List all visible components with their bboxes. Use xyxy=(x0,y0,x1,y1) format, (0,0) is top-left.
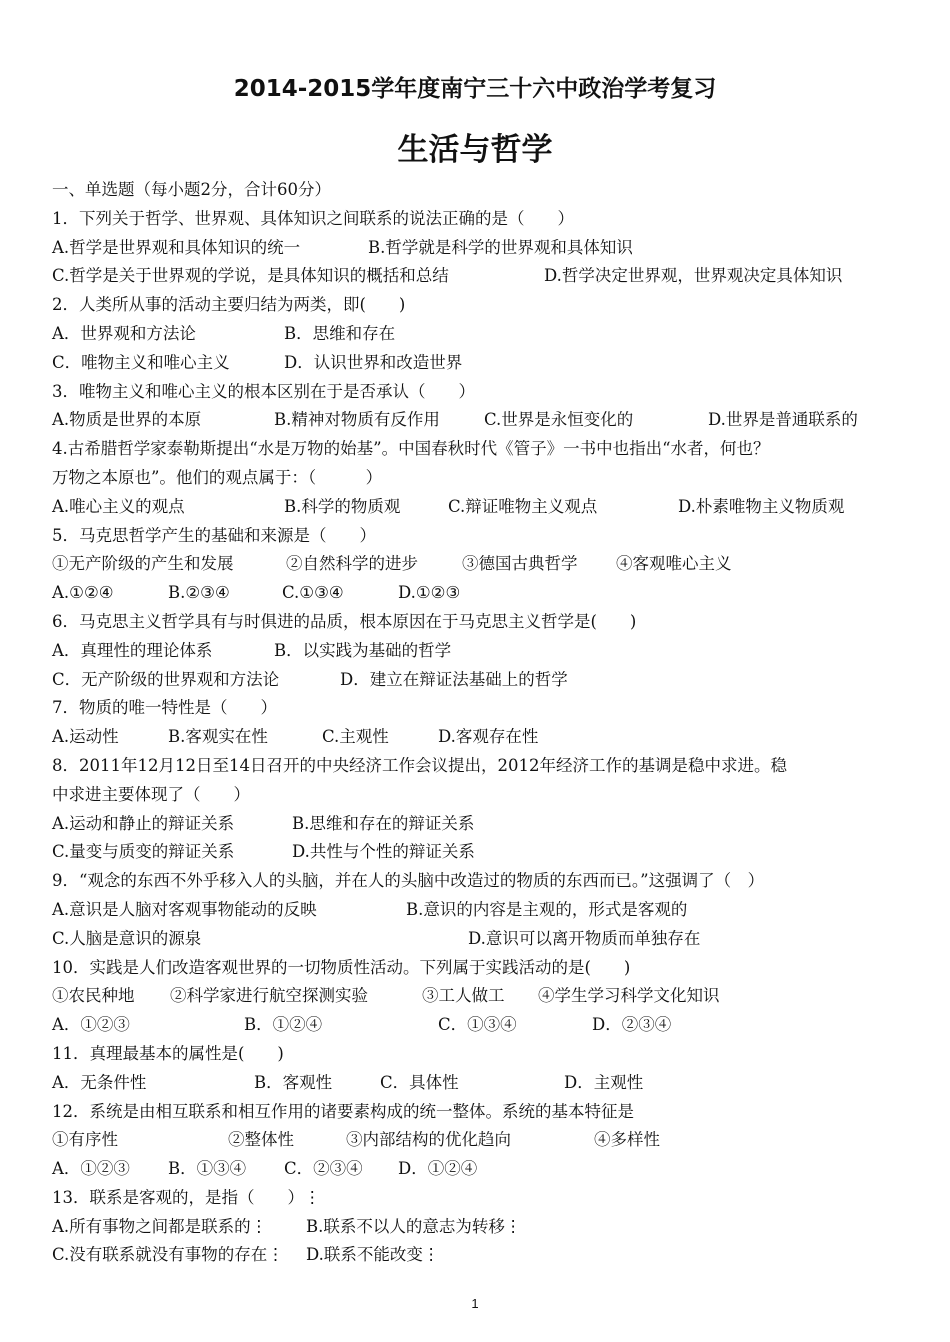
option-row xyxy=(52,896,912,925)
option-d: D.共性与个性的辩证关系 xyxy=(292,842,475,862)
option-b: B.意识的内容是主观的，形式是客观的 xyxy=(406,899,688,919)
question-stem: 6．马克思主义哲学具有与时俱进的品质，根本原因在于马克思主义哲学是( ) xyxy=(52,611,637,631)
option-row xyxy=(52,320,912,349)
item-row xyxy=(52,550,912,579)
option-row xyxy=(52,1069,912,1098)
option-row xyxy=(52,838,912,867)
option-b: B．①③④ xyxy=(168,1159,247,1179)
option-d: D.哲学决定世界观，世界观决定具体知识 xyxy=(544,266,843,286)
question-stem: 7．物质的唯一特性是（ ） xyxy=(52,698,277,718)
item-3: ③内部结构的优化趋向 xyxy=(346,1130,511,1150)
item-2: ②自然科学的进步 xyxy=(286,554,418,574)
option-c: C.主观性 xyxy=(322,727,389,747)
question-stem: 11．真理最基本的属性是( ) xyxy=(52,1043,284,1063)
option-b: B．以实践为基础的哲学 xyxy=(274,640,452,660)
section-heading: 一、单选题（每小题2分，合计60分） xyxy=(52,180,331,199)
question-stem: 9．“观念的东西不外乎移入人的头脑，并在人的头脑中改造过的物质的东西而已。”这强调了（ ） xyxy=(52,871,765,891)
item-4: ④客观唯心主义 xyxy=(616,554,732,574)
item-4: ④学生学习科学文化知识 xyxy=(538,986,720,1006)
question-stem: 1．下列关于哲学、世界观、具体知识之间联系的说法正确的是（ ） xyxy=(52,208,574,228)
option-d: D.朴素唯物主义物质观 xyxy=(678,496,845,516)
option-c: C.①③④ xyxy=(282,583,344,603)
item-4: ④多样性 xyxy=(594,1130,660,1150)
item-3: ③工人做工 xyxy=(422,986,505,1006)
option-c: C．①③④ xyxy=(438,1015,517,1035)
option-row xyxy=(52,349,912,378)
option-b: B.思维和存在的辩证关系 xyxy=(292,813,475,833)
option-a: A.①②④ xyxy=(52,583,114,603)
option-a: A.意识是人脑对客观事物能动的反映 xyxy=(52,899,317,919)
question-stem: 12．系统是由相互联系和相互作用的诸要素构成的统一整体。系统的基本特征是 xyxy=(52,1101,634,1121)
option-a: A．①②③ xyxy=(52,1015,130,1035)
option-b: B．思维和存在 xyxy=(284,323,396,343)
option-a: A．①②③ xyxy=(52,1159,130,1179)
option-d: D.客观存在性 xyxy=(438,727,539,747)
option-b: B．客观性 xyxy=(254,1072,333,1092)
question-stem: 10．实践是人们改造客观世界的一切物质性活动。下列属于实践活动的是( ) xyxy=(52,957,631,977)
option-row xyxy=(52,666,912,695)
option-b: B.精神对物质有反作用 xyxy=(274,410,440,430)
item-row xyxy=(52,1126,912,1155)
option-row xyxy=(52,1213,912,1242)
option-row xyxy=(52,1155,912,1184)
option-d: D.①②③ xyxy=(398,583,461,603)
document-title: 2014-2015学年度南宁三十六中政治学考复习 xyxy=(233,76,717,102)
item-1: ①农民种地 xyxy=(52,986,135,1006)
question-stem: 3．唯物主义和唯心主义的根本区别在于是否承认（ ） xyxy=(52,381,475,401)
option-a: A.所有事物之间都是联系的⋮ xyxy=(52,1216,268,1236)
option-d: D．①②④ xyxy=(398,1159,478,1179)
option-d: D.世界是普通联系的 xyxy=(708,410,858,430)
option-a: A．世界观和方法论 xyxy=(52,323,196,343)
option-c: C.人脑是意识的源泉 xyxy=(52,928,202,948)
option-row xyxy=(52,493,912,522)
option-row xyxy=(52,406,912,435)
option-b: B.科学的物质观 xyxy=(284,496,401,516)
option-a: A．无条件性 xyxy=(52,1072,147,1092)
item-2: ②整体性 xyxy=(228,1130,294,1150)
option-c: C.辩证唯物主义观点 xyxy=(448,496,598,516)
option-row xyxy=(52,723,912,752)
option-a: A.物质是世界的本原 xyxy=(52,410,202,430)
question-stem: 2．人类所从事的活动主要归结为两类，即( ) xyxy=(52,295,406,315)
option-a: A.运动和静止的辩证关系 xyxy=(52,813,235,833)
item-1: ①有序性 xyxy=(52,1130,118,1150)
option-d: D．②③④ xyxy=(592,1015,672,1035)
option-c: C.没有联系就没有事物的存在⋮ xyxy=(52,1245,284,1265)
option-row xyxy=(52,579,912,608)
option-d: D．认识世界和改造世界 xyxy=(284,352,463,372)
option-c: C.世界是永恒变化的 xyxy=(484,410,634,430)
option-b: B．①②④ xyxy=(244,1015,323,1035)
option-d: D．建立在辩证法基础上的哲学 xyxy=(340,669,568,689)
option-c: C．无产阶级的世界观和方法论 xyxy=(52,669,280,689)
option-row xyxy=(52,1241,912,1270)
option-a: A．真理性的理论体系 xyxy=(52,640,213,660)
option-b: B.客观实在性 xyxy=(168,727,268,747)
option-c: C．具体性 xyxy=(380,1072,459,1092)
option-row xyxy=(52,262,912,291)
option-b: B.哲学就是科学的世界观和具体知识 xyxy=(368,237,633,257)
option-row xyxy=(52,234,912,263)
question-list xyxy=(52,176,912,1270)
option-row xyxy=(52,1011,912,1040)
item-3: ③德国古典哲学 xyxy=(462,554,578,574)
question-stem-cont: 中求进主要体现了（ ） xyxy=(52,784,250,804)
question-stem-cont: 万物之本原也”。他们的观点属于：（ ） xyxy=(52,467,383,487)
question-stem: 8．2011年12月12日至14日召开的中央经济工作会议提出，2012年经济工作的基调是稳中求进。稳 xyxy=(52,755,787,775)
page-number: 1 xyxy=(471,1296,479,1311)
option-row xyxy=(52,925,912,954)
document-subtitle: 生活与哲学 xyxy=(397,132,553,168)
option-a: A.哲学是世界观和具体知识的统一 xyxy=(52,237,301,257)
option-d: D.意识可以离开物质而单独存在 xyxy=(468,928,701,948)
option-c: C．唯物主义和唯心主义 xyxy=(52,352,230,372)
option-d: D．主观性 xyxy=(564,1072,644,1092)
question-stem: 5．马克思哲学产生的基础和来源是（ ） xyxy=(52,525,376,545)
option-d: D.联系不能改变⋮ xyxy=(306,1245,440,1265)
option-b: B.②③④ xyxy=(168,583,230,603)
question-stem: 4.古希腊哲学家泰勒斯提出“水是万物的始基”。中国春秋时代《管子》一书中也指出“水者，何也？ xyxy=(52,439,770,459)
option-a: A.唯心主义的观点 xyxy=(52,496,185,516)
option-b: B.联系不以人的意志为转移⋮ xyxy=(306,1216,522,1236)
question-stem: 13．联系是客观的，是指（ ）⋮ xyxy=(52,1187,321,1207)
option-row xyxy=(52,810,912,839)
option-c: C.哲学是关于世界观的学说，是具体知识的概括和总结 xyxy=(52,266,449,286)
option-c: C.量变与质变的辩证关系 xyxy=(52,842,235,862)
item-row xyxy=(52,982,912,1011)
option-c: C．②③④ xyxy=(284,1159,363,1179)
item-1: ①无产阶级的产生和发展 xyxy=(52,554,234,574)
item-2: ②科学家进行航空探测实验 xyxy=(170,986,368,1006)
option-row xyxy=(52,637,912,666)
option-a: A.运动性 xyxy=(52,727,119,747)
